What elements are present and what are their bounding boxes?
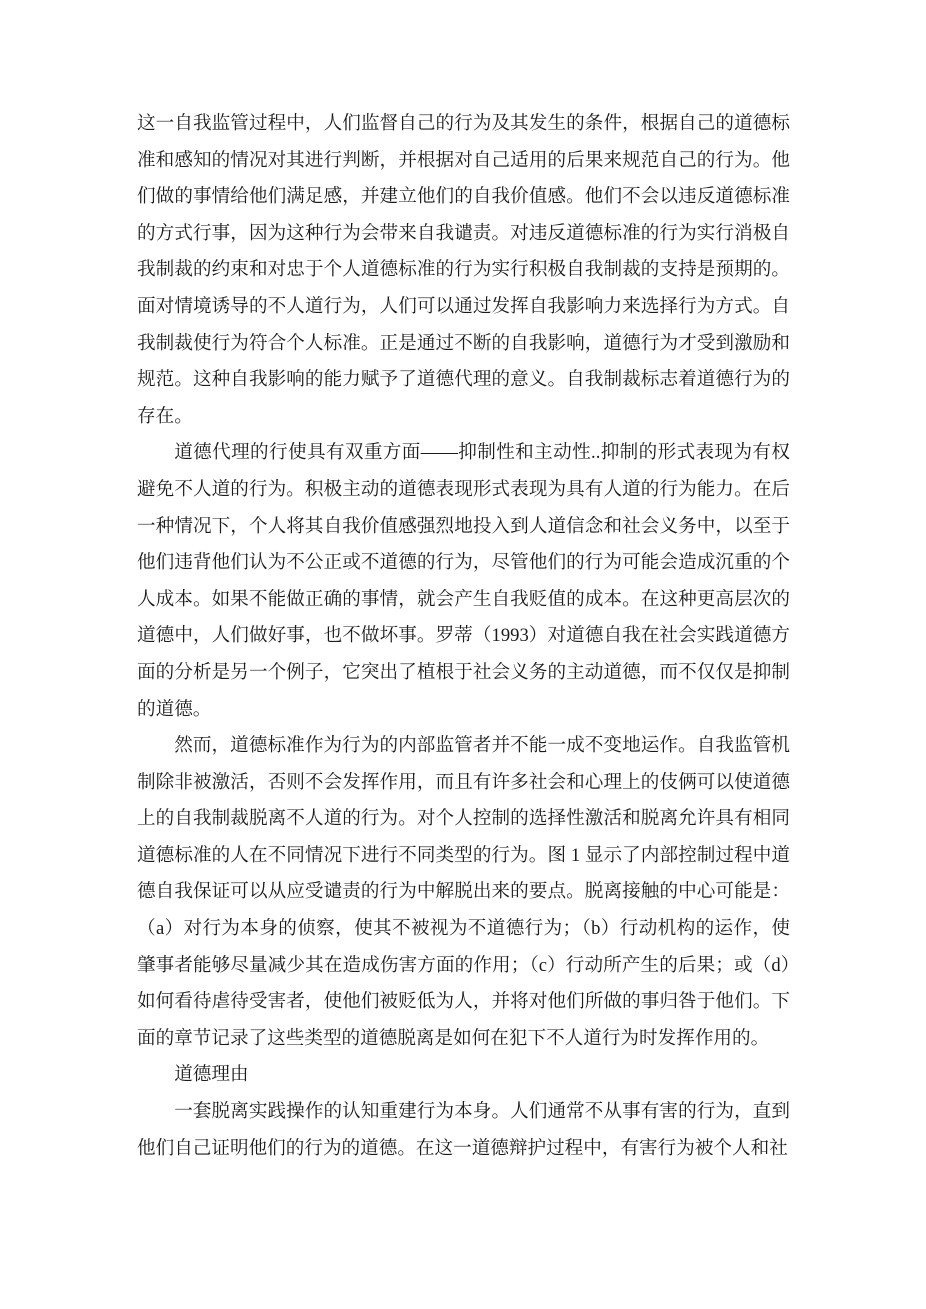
paragraph-self-monitoring: 这一自我监管过程中，人们监督自己的行为及其发生的条件，根据自己的道德标准和感知的情况对其进行判断，并根据对自己适用的后果来规范自己的行为。他们做的事情给他们满足感，并建立他们的自我价值感。他们不会以违反道德标准的方式行事，因为这种行为会带来自我谴责。对违反道德标准的行为实行消极自我制裁的约束和对忠于个人道德标准的行为实行积极自我制裁的支持是预期的。面对情境诱导的不人道行为，人们可以通过发挥自我影响力来选择行为方式。自我制裁使行为符合个人标准。正是通过不断的自我影响，道德行为才受到激励和规范。这种自我影响的能力赋予了道德代理的意义。自我制裁标志着道德行为的存在。	[137, 113, 790, 427]
paragraph-selective-activation-disengagement: 然而，道德标准作为行为的内部监管者并不能一成不变地运作。自我监管机制除非被激活，否则不会发挥作用，而且有许多社会和心理上的伎俩可以使道德上的自我制裁脱离不人道的行为。对个人控制的选择性激活和脱离允许具有相同道德标准的人在不同情况下进行不同类型的行为。图 1 显示了内部控制过程中道德自我保证可以从应受谴责的行为中解脱出来的要点。脱离接触的中心可能是：（a）对行为本身的侦察，使其不被视为不道德行为；（b）行动机构的运作，使肇事者能够尽量减少其在造成伤害方面的作用；（c）行动所产生的后果；或（d）如何看待虐待受害者，使他们被贬低为人，并将对他们所做的事归咎于他们。下面的章节记录了这些类型的道德脱离是如何在犯下不人道行为时发挥作用的。	[137, 735, 790, 1049]
paragraph-cognitive-reconstrual: 一套脱离实践操作的认知重建行为本身。人们通常不从事有害的行为，直到他们自己证明他们的行为的道德。在这一道德辩护过程中，有害行为被个人和社	[137, 1101, 790, 1159]
paragraph-dual-aspects-of-moral-agency: 道德代理的行使具有双重方面——抑制性和主动性..抑制的形式表现为有权避免不人道的行为。积极主动的道德表现形式表现为具有人道的行为能力。在后一种情况下，个人将其自我价值感强烈地投入到人道信念和社会义务中，以至于他们违背他们认为不公正或不道德的行为，尽管他们的行为可能会造成沉重的个人成本。如果不能做正确的事情，就会产生自我贬值的成本。在这种更高层次的道德中，人们做好事，也不做坏事。罗蒂（1993）对道德自我在社会实践道德方面的分析是另一个例子，它突出了植根于社会义务的主动道德，而不仅仅是抑制的道德。	[137, 442, 790, 720]
section-heading-moral-justification: 道德理由	[174, 1064, 249, 1086]
document-body-text	[137, 106, 790, 1167]
